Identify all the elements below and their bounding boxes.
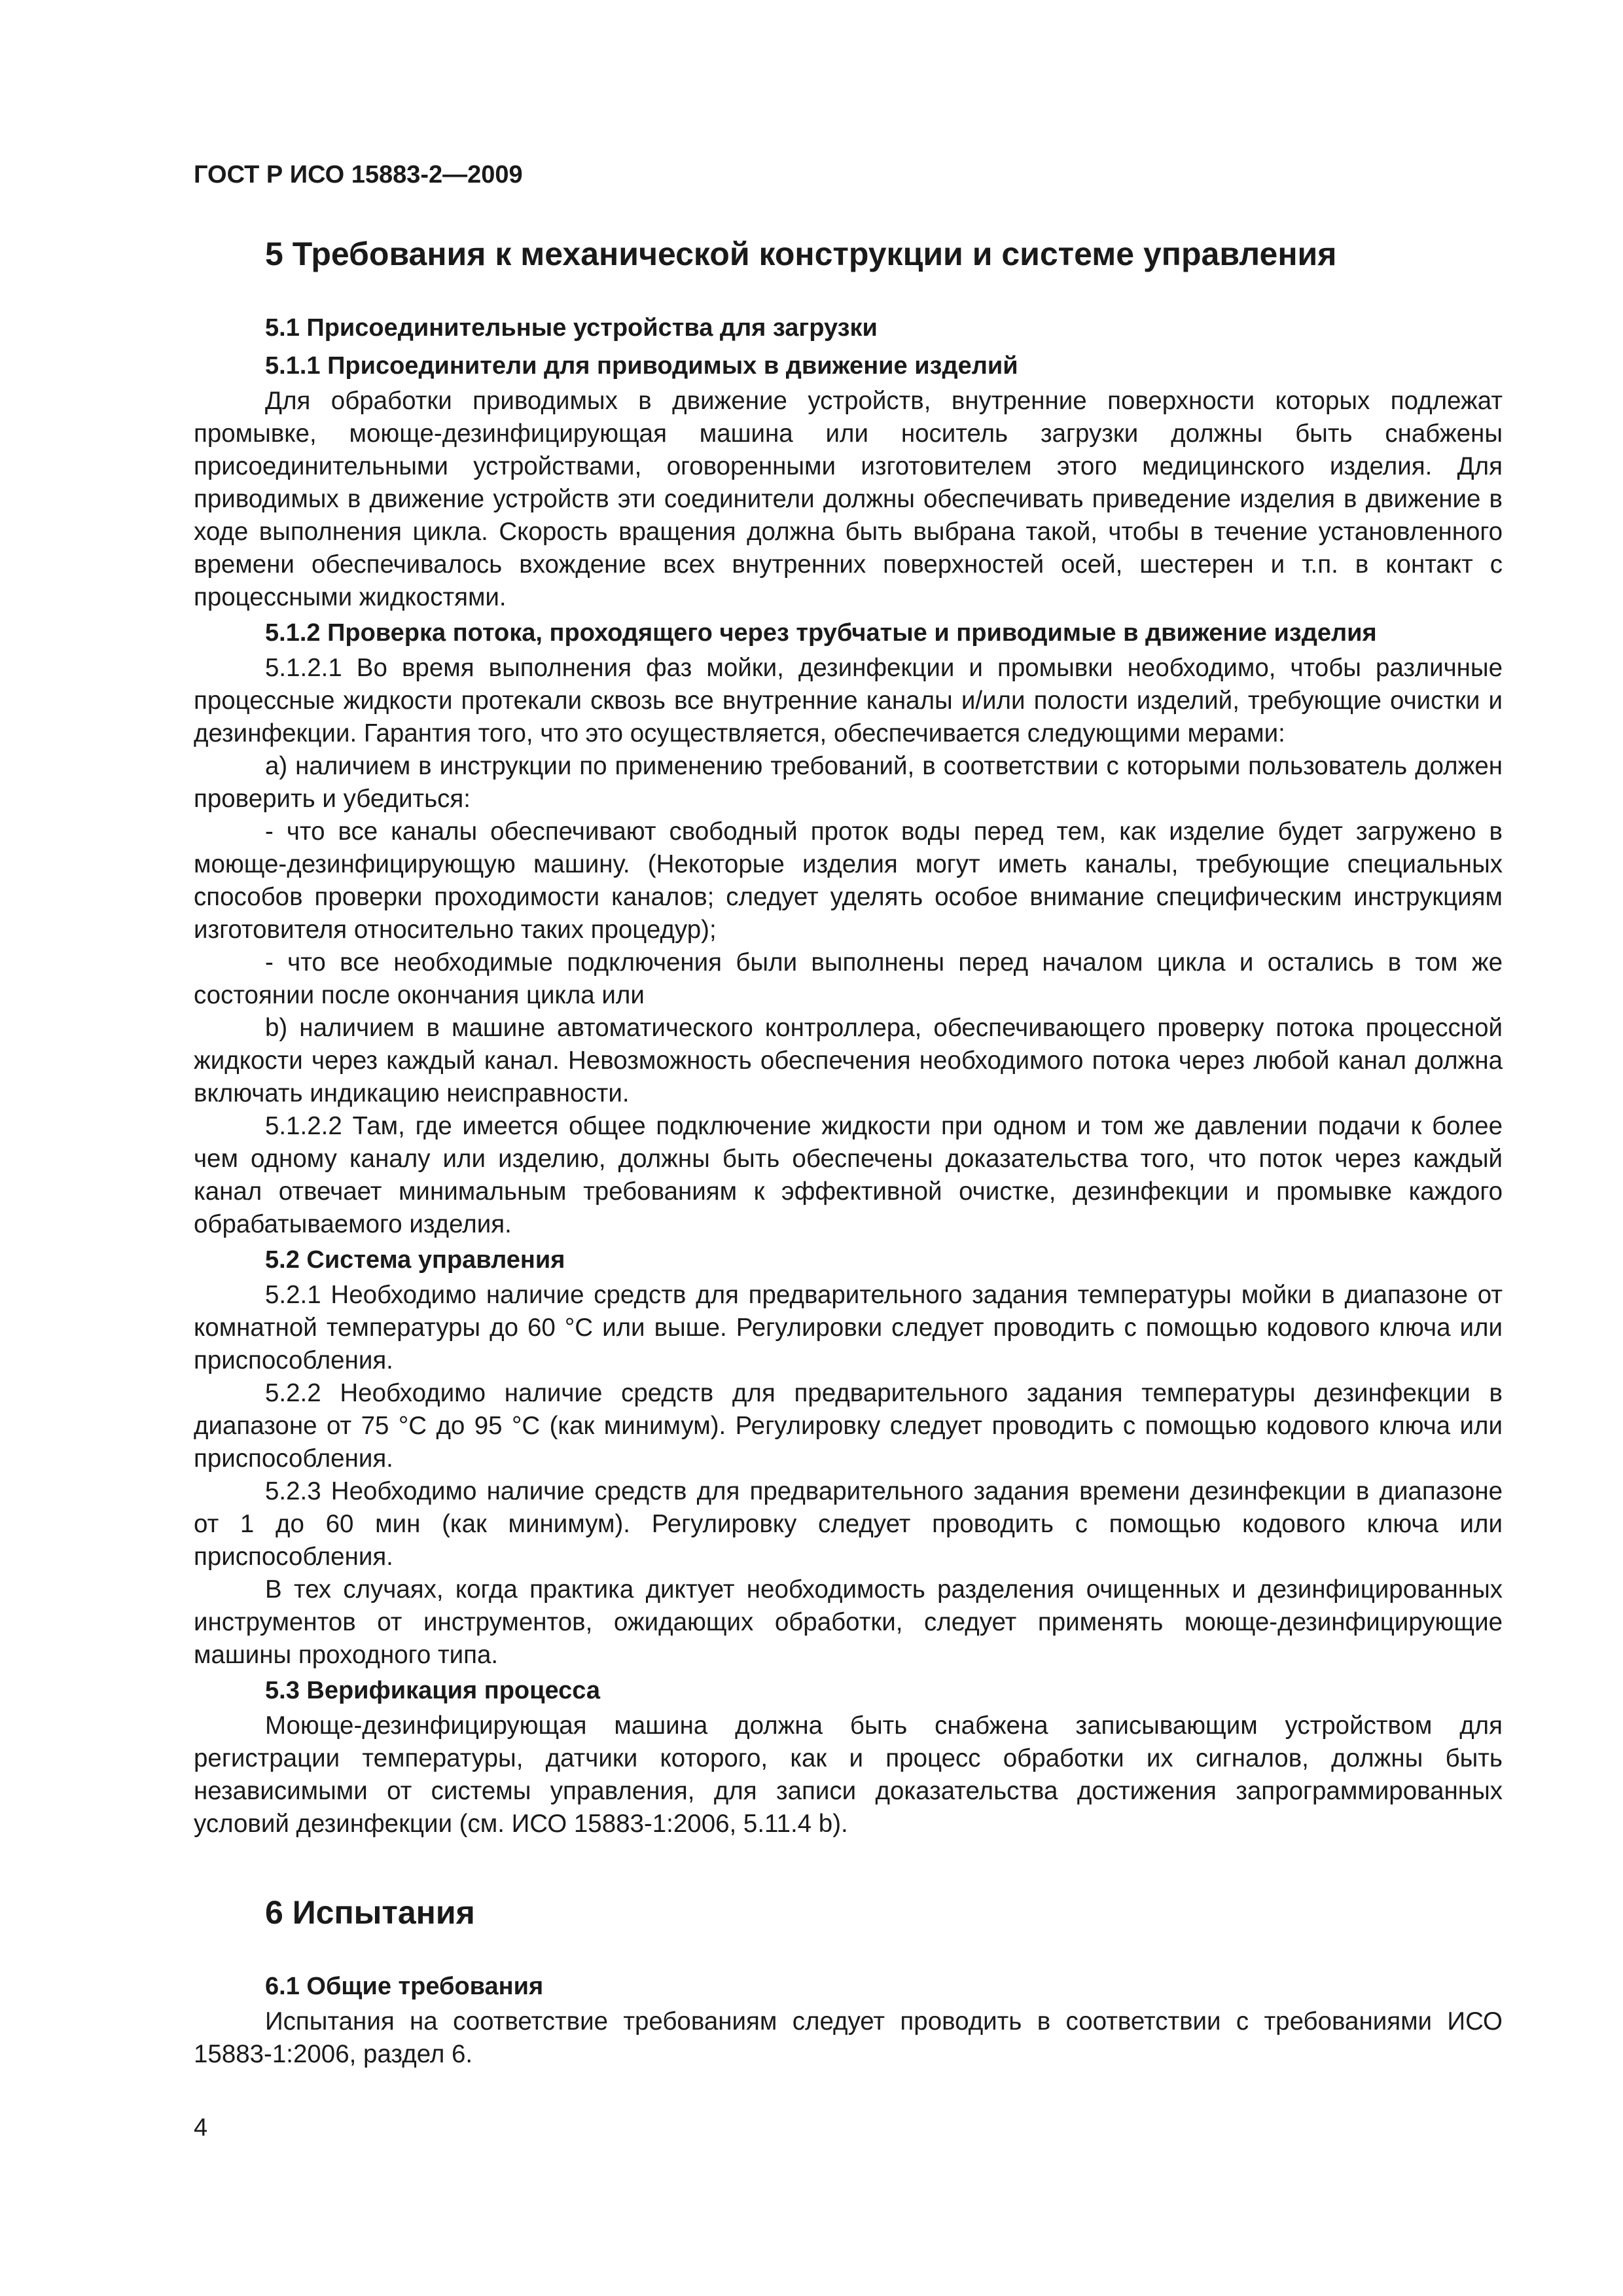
page-content bbox=[194, 234, 1503, 2071]
section-5-2-title: 5.2 Система управления bbox=[265, 1246, 565, 1274]
section-5-1-2-2-text: 5.1.2.2 Там, где имеется общее подключение жидкости при одном и том же давлении подачи к более чем одному каналу или изделию, должны быть обеспечены доказательства того, что поток через каждый канал отвечает минимальным требованиям к эффективной очистке, дезинфекции и промывке каждого обрабатываемого изделия. bbox=[194, 1112, 1503, 1238]
section-5-3-title: 5.3 Верификация процесса bbox=[265, 1677, 600, 1704]
dash-item-1: - что все каналы обеспечивают свободный проток воды перед тем, как изделие будет загружено в моюще-дезинфицирующую машину. (Некоторые изделия могут иметь каналы, требующие специальных способов проверки проходимости каналов; следует уделять особое внимание специфическим инструкциям изготовителя относительно таких процедур); bbox=[194, 817, 1503, 944]
document-id: ГОСТ Р ИСО 15883-2—2009 bbox=[194, 161, 523, 188]
page-number: 4 bbox=[194, 2114, 208, 2142]
section-5-2-3-text: 5.2.3 Необходимо наличие средств для предварительного задания времени дезинфекции в диапазоне от 1 до 60 мин (как минимум). Регулировку следует проводить с помощью кодового ключа или приспособления. bbox=[194, 1477, 1503, 1571]
section-5-1-title: 5.1 Присоединительные устройства для загрузки bbox=[265, 314, 878, 342]
section-5-title: 5 Требования к механической конструкции и системе управления bbox=[265, 236, 1337, 272]
item-b-text: b) наличием в машине автоматического контроллера, обеспечивающего проверку потока процессной жидкости через каждый канал. Невозможность обеспечения необходимого потока через любой канал должна включать индикацию неисправности. bbox=[194, 1014, 1503, 1107]
dash-item-2: - что все необходимые подключения были выполнены перед началом цикла и остались в том же состоянии после окончания цикла или bbox=[194, 948, 1503, 1009]
section-5-2-1-text: 5.2.1 Необходимо наличие средств для предварительного задания температуры мойки в диапазоне от комнатной температуры до 60 °C или выше. Регулировки следует проводить с помощью кодового ключа или приспособления. bbox=[194, 1281, 1503, 1374]
section-6-1-title: 6.1 Общие требования bbox=[265, 1973, 544, 2000]
section-5-1-2-1-text: 5.1.2.1 Во время выполнения фаз мойки, дезинфекции и промывки необходимо, чтобы различные процессные жидкости протекали сквозь все внутренние каналы и/или полости изделий, требующие очистки и дезинфекции. Гарантия того, что это осуществляется, обеспечивается следующими мерами: bbox=[194, 654, 1503, 747]
section-5-2-extra-text: В тех случаях, когда практика диктует необходимость разделения очищенных и дезинфицированных инструментов от инструментов, ожидающих обработки, следует применять моюще-дезинфицирующие машины проходного типа. bbox=[194, 1575, 1503, 1669]
section-5-1-1-text: Для обработки приводимых в движение устройств, внутренние поверхности которых подлежат промывке, моюще-дезинфицирующая машина или носитель загрузки должны быть снабжены присоединительными устройствами, оговоренными изготовителем этого медицинского изделия. Для приводимых в движение устройств эти соединители должны обеспечивать приведение изделия в движение в ходе выполнения цикла. Скорость вращения должна быть выбрана такой, чтобы в течение установленного времени обеспечивалось вхождение всех внутренних поверхностей осей, шестерен и т.п. в контакт с процессными жидкостями. bbox=[194, 387, 1503, 611]
section-5-1-2-title: 5.1.2 Проверка потока, проходящего через трубчатые и приводимые в движение изделия bbox=[265, 619, 1377, 647]
section-5-1-1-title: 5.1.1 Присоединители для приводимых в движение изделий bbox=[265, 352, 1018, 380]
section-5-2-2-text: 5.2.2 Необходимо наличие средств для предварительного задания температуры дезинфекции в диапазоне от 75 °C до 95 °C (как минимум). Регулировку следует проводить с помощью кодового ключа или приспособления. bbox=[194, 1379, 1503, 1473]
section-6-1-text: Испытания на соответствие требованиям следует проводить в соответствии с требованиями ИСО 15883-1:2006, раздел 6. bbox=[194, 2007, 1503, 2068]
item-a-text: a) наличием в инструкции по применению требований, в соответствии с которыми пользователь должен проверить и убедиться: bbox=[194, 752, 1503, 813]
section-5-3-text: Моюще-дезинфицирующая машина должна быть снабжена записывающим устройством для регистрации температуры, датчики которого, как и процесс обработки их сигналов, должны быть независимыми от системы управления, для записи доказательства достижения запрограммированных условий дезинфекции (см. ИСО 15883-1:2006, 5.11.4 b). bbox=[194, 1712, 1503, 1838]
section-6-title: 6 Испытания bbox=[265, 1894, 475, 1931]
